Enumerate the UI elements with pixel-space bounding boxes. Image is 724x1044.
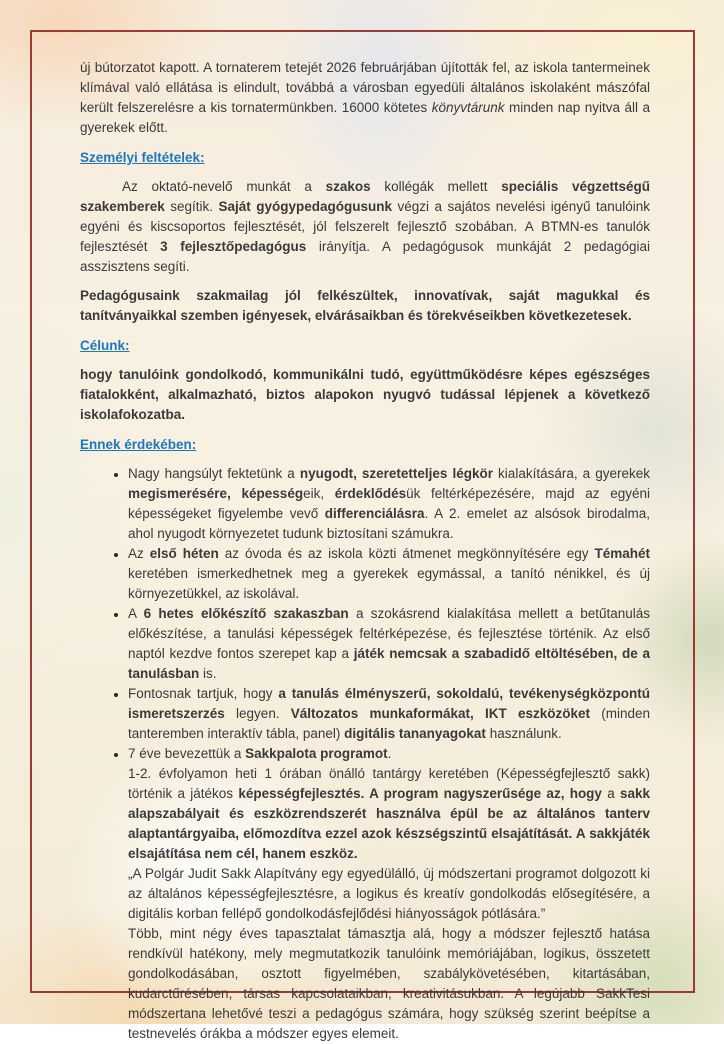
bullet-text: • 7 éve bevezettük a Sakkpalota programot.: [128, 746, 392, 761]
bullet-item-theme-week: [128, 544, 650, 604]
measures-bullet-list: [80, 464, 650, 1044]
bullet-text: • A 6 hetes előkészítő szakaszban a szokásrend kialakítása mellett a betűtanulás előkészítése, a tanulási képességek feltérképezése, és fejlesztése történik. Az első naptól kezdve fontos szerepet kap a játék nemcsak a szabadidő eltöltésében, de a tanulásban is.: [128, 606, 651, 681]
bullet-item-chess-program: [128, 744, 650, 1044]
document-body: [80, 58, 650, 1044]
bullet-text: • Nagy hangsúlyt fektetünk a nyugodt, szeretetteljes légkör kialakítására, a gyerekek megismerésére, képességeik, érdeklődésük feltérképezésére, majd az egyéni képességeket figyelembe vevő differenciálásra. A 2. emelet az alsósok birodalma, ahol nyugodt környezetet tudunk biztosítani számukra.: [128, 466, 650, 541]
section-heading-goal: Célunk:: [80, 338, 130, 353]
personnel-paragraph: Az oktató-nevelő munkát a szakos kollégák mellett speciális végzettségű szakemberek segítik. Saját gyógypedagógusunk végzi a sajátos nevelési igényű tanulóink egyéni és kiscsoportos fejlesztését, jól felszerelt fejlesztő szobában. A BTMN-es tanulók fejlesztését 3 fejlesztőpedagógus irányítja. A pedagógusok munkáját 2 pedagógiai asszisztens segíti.: [80, 179, 651, 274]
bullet-text: • Az első héten az óvoda és az iskola közti átmenet megkönnyítésére egy Témahét keretében ismerkedhetnek meg a gyerekek egymással, a tanító nénikkel, és új környezetükkel, az iskolával.: [128, 546, 650, 601]
section-heading-measures: Ennek érdekében:: [80, 437, 197, 452]
bullet-item-preparatory-phase: [128, 604, 650, 684]
intro-paragraph: új bútorzatot kapott. A tornaterem tetejét 2026 februárjában újították fel, az iskola tantermeinek klímával való ellátása is elindult, továbbá a városban egyedüli általános iskolaként mászófal került felszerelésre a kis tornatermünkben. 16000 kötetes könyvtárunk minden nap nyitva áll a gyerekek előtt.: [80, 60, 650, 135]
bullet-item-learning-methods: [128, 684, 650, 744]
chess-program-detail-paragraph: 1-2. évfolyamon heti 1 órában önálló tantárgy keretében (Képességfejlesztő sakk) történik a játékos képességfejlesztés. A program nagyszerűsége az, hogy a sakk alapszabályait és eszközrendszerét használva épül be az általános tanterv alaptantárgyaiba, előmozdítva ezzel azok készségszintű elsajátítását. A sakkjáték elsajátítása nem cél, hanem eszköz.: [128, 766, 651, 861]
goal-paragraph: hogy tanulóink gondolkodó, kommunikálni tudó, együttműködésre képes egészséges fiatalokként, alkalmazható, biztos alapokon nyugvó tudással lépjenek a következő iskolafokozatba.: [80, 367, 650, 422]
section-heading-personnel: Személyi feltételek:: [80, 150, 205, 165]
bullet-item-atmosphere: [128, 464, 650, 544]
chess-foundation-quote-paragraph: „A Polgár Judit Sakk Alapítvány egy egyedülálló, új módszertani programot dolgozott ki az általános képességfejlesztésre, a logikus és kreatív gondolkodás elősegítésére, a digitális korban fellépő gondolkodásfejlődési hiányosságok pótlására.”: [128, 866, 650, 921]
teachers-paragraph: Pedagógusaink szakmailag jól felkészültek, innovatívak, saját magukkal és tanítványaikkal szemben igényesek, elvárásaikban és törekvéseikben következetesek.: [80, 288, 650, 323]
bullet-text: • Fontosnak tartjuk, hogy a tanulás élményszerű, sokoldalú, tevékenységközpontú ismeretszerzés legyen. Változatos munkaformákat, IKT eszközöket (minden tanteremben interaktív tábla, panel) digitális tananyagokat használunk.: [128, 686, 650, 741]
chess-experience-paragraph: Több, mint négy éves tapasztalat támasztja alá, hogy a módszer fejlesztő hatása rendkívül hatékony, mely megmutatkozik tanulóink memóriájában, logikus, összetett gondolkodásában, osztott figyelmében, szabálykövetésében, kitartásában, kudarctűrésében, társas kapcsolataikban, kreativitásukban. A legújabb SakkTesi módszertana lehetővé teszi a pedagógus számára, hogy szükség szerint beépítse a testnevelés órákba a módszer egyes elemeit.: [128, 926, 650, 1041]
